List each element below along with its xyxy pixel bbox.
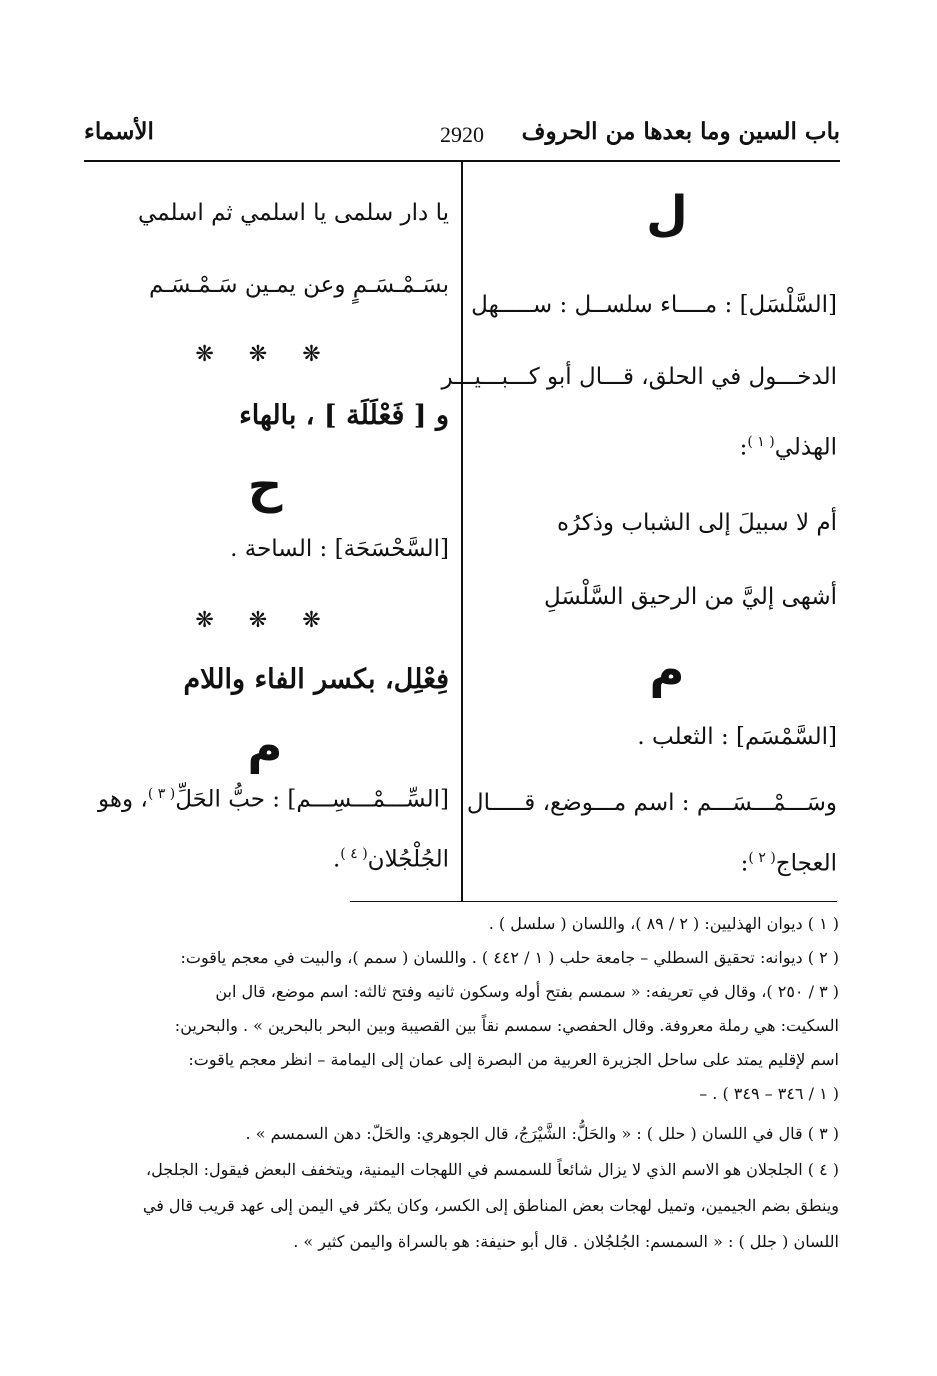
entry-salsal-line-2: الدخـــول في الحلق، قـــال أبو كـــبـــيـــر (441, 364, 837, 390)
footnote-line: ( ٣ / ٢٥٠ )، وقال في تعريفه: « سمسم بفتح أوله وسكون ثانيه وفتح ثالثه: اسم موضع، قال ابن (215, 982, 839, 1001)
entry-simsim-line-2 (333, 846, 449, 873)
separator-stars: ❋ ❋ ❋ (195, 608, 335, 633)
footnote-line: ( ٤ ) الجلجلان هو الاسم الذي لا يزال شائعاً للسمسم في اللهجات اليمنية، ويتخفف البعض فيقول: الجلجل، (145, 1160, 839, 1179)
footnote-line: وينطق بضم الجيمين، وتميل لهجات بعض المناطق إلى الكسر، وكان يكثر في اليمن إلى عهد قريب قال في (142, 1196, 839, 1215)
entry-sahsaha: [السَّحْسَحَة] : الساحة . (230, 536, 449, 562)
heading-filil: فِعْلِل، بكسر الفاء واللام (183, 664, 449, 695)
heading-falala: و [ فَعْلَلَة ] ، بالهاء (239, 400, 449, 431)
letter-ha: ح (247, 458, 283, 514)
poet-name: الهذلي (774, 434, 837, 461)
poet-name: العجاج (775, 850, 837, 877)
entry-wasamsam-line-1: وسَـــمْـــسَـــم : اسم مـــوضع، قـــــال (466, 790, 837, 816)
column-divider (461, 162, 463, 902)
colon: : (739, 434, 748, 461)
entry-text-end: ، وهو (97, 786, 148, 813)
footnote-ref-2: ( ٢ ) (748, 850, 776, 866)
verse-line-3: يا دار سلمى يا اسلمي ثم اسلمي (138, 200, 449, 226)
footnote-line: ( ٢ ) ديوانه: تحقيق السطلي – جامعة حلب ( ١ / ٤٤٢ ) . واللسان ( سمم )، والبيت في معجم ياقوت: (180, 948, 839, 967)
entry-text: [السِّـــمْـــسِـــم] : حبُّ الحَلِّ (175, 786, 449, 813)
letter-mim-left: م (247, 718, 283, 774)
footnote-line: ( ٣ ) قال في اللسان ( حلل ) : « والحَلُّ: الشَّيْرَجُ، قال الجوهري: والحَلّ: دهن السمسم » . (245, 1124, 839, 1143)
entry-text: الجُلْجُلان (367, 846, 449, 873)
verse-line-4: بسَـمْـسَـمٍ وعن يمـين سَـمْـسَـم (148, 272, 449, 298)
entry-text-end: . (332, 846, 341, 873)
footnote-line: اللسان ( جلل ) : « السمسم: الجُلجُلان . قال أبو حنيفة: هو بالسراة واليمن كثير » . (293, 1232, 839, 1251)
footnote-ref-1: ( ١ ) (747, 434, 775, 450)
entry-samsam: [السَّمْسَم] : الثعلب . (637, 724, 837, 750)
entry-wasamsam-line-2 (741, 850, 837, 877)
entry-simsim-line-1 (98, 786, 449, 813)
right-column (441, 178, 837, 898)
entry-salsal-line-1: [السَّلْسَل] : مــــاء سلســل : ســـــهل (471, 292, 837, 318)
left-column (81, 178, 449, 898)
section-title: الأسماء (84, 118, 154, 145)
separator-stars: ❋ ❋ ❋ (195, 342, 335, 367)
footnote-line: ( ١ ) ديوان الهذليين: ( ٢ / ٨٩ )، واللسان ( سلسل ) . (488, 914, 839, 933)
verse-line-2: أشهى إليَّ من الرحيق السَّلْسَلِ (544, 584, 837, 610)
page-header (84, 118, 840, 158)
footnote-line: ( ١ / ٣٤٦ – ٣٤٩ ) . – (699, 1084, 839, 1103)
colon: : (740, 850, 749, 877)
verse-line-1: أم لا سبيلَ إلى الشباب وذكرُه (557, 510, 837, 536)
chapter-title: باب السين وما بعدها من الحروف (521, 118, 840, 145)
footnote-rule (350, 901, 837, 902)
letter-mim-right: م (649, 642, 685, 698)
entry-salsal-line-3 (740, 434, 837, 461)
page-number: 2920 (440, 122, 484, 147)
footnote-ref-4: ( ٤ ) (340, 846, 368, 862)
footnote-ref-3: ( ٣ ) (147, 786, 176, 802)
footnote-line: اسم لإقليم يمتد على ساحل الجزيرة العربية من البصرة إلى عمان إلى اليمامة – انظر معجم ياقوت: (188, 1050, 839, 1069)
footnote-line: السكيت: هي رملة معروفة. وقال الحفصي: سمسم نقاً بين القصيبة وبين البحر بالبحرين » . والبحرين: (174, 1016, 839, 1035)
letter-lam: ل (646, 186, 688, 242)
